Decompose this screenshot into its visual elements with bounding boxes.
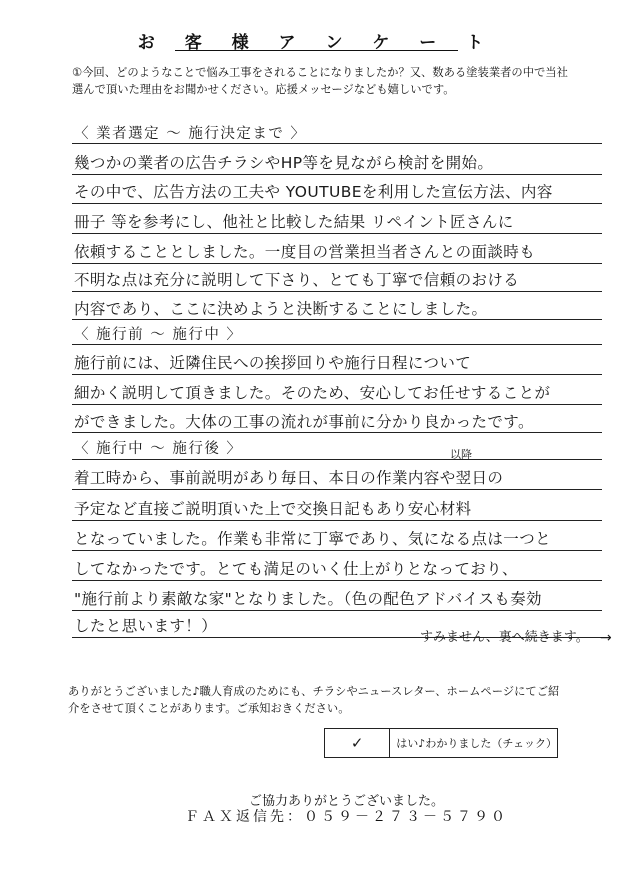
ruled-line (72, 291, 602, 292)
answer-line: 内容であり、ここに決めようと決断することにしました。 (74, 300, 488, 318)
answer-line: 予定など直接ご説明頂いた上で交換日記もあり安心材料 (74, 500, 472, 518)
title-underline (175, 50, 458, 51)
ruled-line (72, 432, 602, 433)
answer-line: 〈 施行前 ～ 施行中 〉 (74, 327, 243, 343)
ruled-line (72, 550, 602, 551)
answer-line: となっていました。作業も非常に丁寧であり、気になる点は一つと (74, 530, 552, 548)
ruled-line (72, 319, 602, 320)
answer-line: その中で、広告方法の工夫や YOUTUBEを利用した宣伝方法、内容 (74, 183, 553, 201)
answer-line: 不明な点は充分に説明して下さり、とても丁寧で信頼のおける (74, 271, 520, 289)
consent-label: はい♪わかりました（チェック） (396, 737, 557, 750)
answer-line: したと思います！） (74, 617, 218, 635)
ruled-line (72, 489, 602, 490)
answer-line: 着工時から、事前説明があり毎日、本日の作業内容や翌日の (74, 469, 504, 487)
thanks-text: ありがとうございました♪職人育成のためにも、チラシやニュースレター、ホームページにてご紹介をさせて頂くことがあります。ご承知おきください。 (68, 685, 560, 715)
ruled-line (72, 610, 602, 611)
ruled-line (72, 404, 602, 405)
footer-fax: ＦＡＸ返信先：０５９－２７３－５７９０ (185, 809, 508, 825)
ruled-line (72, 263, 602, 264)
footer-thanks: ご協力ありがとうございました。 (248, 794, 444, 809)
consent-row (324, 728, 558, 758)
ruled-line (72, 580, 602, 581)
ruled-line (72, 203, 602, 204)
arrow-right-icon: → (600, 630, 612, 646)
insert-note: 以降 (450, 448, 472, 461)
continuation-note: すみません、裏へ続きます。 (420, 630, 589, 645)
answer-line: 依頼することとしました。一度目の営業担当者さんとの面談時も (74, 243, 536, 261)
ruled-line (72, 374, 602, 375)
check-icon: ✓ (350, 734, 364, 752)
answer-line: 施行前には、近隣住民への挨拶回りや施行日程について (74, 354, 472, 372)
ruled-line (72, 459, 602, 460)
survey-title: お 客 様 ア ン ケ ー ト (137, 33, 496, 53)
answer-line: 冊子 等を参考にし、他社と比較した結果 リペイント匠さんに (74, 213, 514, 231)
answer-line: 細かく説明して頂きました。そのため、安心してお任せすることが (74, 384, 551, 402)
ruled-line (72, 520, 602, 521)
answer-line: してなかったです。とても満足のいく仕上がりとなっており、 (74, 560, 518, 578)
answer-line: 幾つかの業者の広告チラシやHP等を見ながら検討を開始。 (74, 154, 494, 172)
question-text: ①今回、どのようなことで悩み工事をされることになりましたか？又、数ある塗装業者の中で当社選んで頂いた理由をお聞かせください。応援メッセージなども嬉しいです。 (72, 66, 568, 96)
ruled-line (72, 174, 602, 175)
ruled-line (72, 143, 602, 144)
ruled-line (72, 344, 602, 345)
answer-line: "施行前より素敵な家"となりました。（色の配色アドバイスも奏効 (74, 590, 542, 608)
ruled-line (72, 233, 602, 234)
answer-line: 〈 施行中 ～ 施行後 〉 (74, 441, 243, 457)
answer-line: 〈 業者選定 ～ 施行決定まで 〉 (74, 126, 307, 142)
answer-line: ができました。大体の工事の流れが事前に分かり良かったです。 (74, 413, 534, 431)
consent-checkbox[interactable] (325, 729, 390, 757)
